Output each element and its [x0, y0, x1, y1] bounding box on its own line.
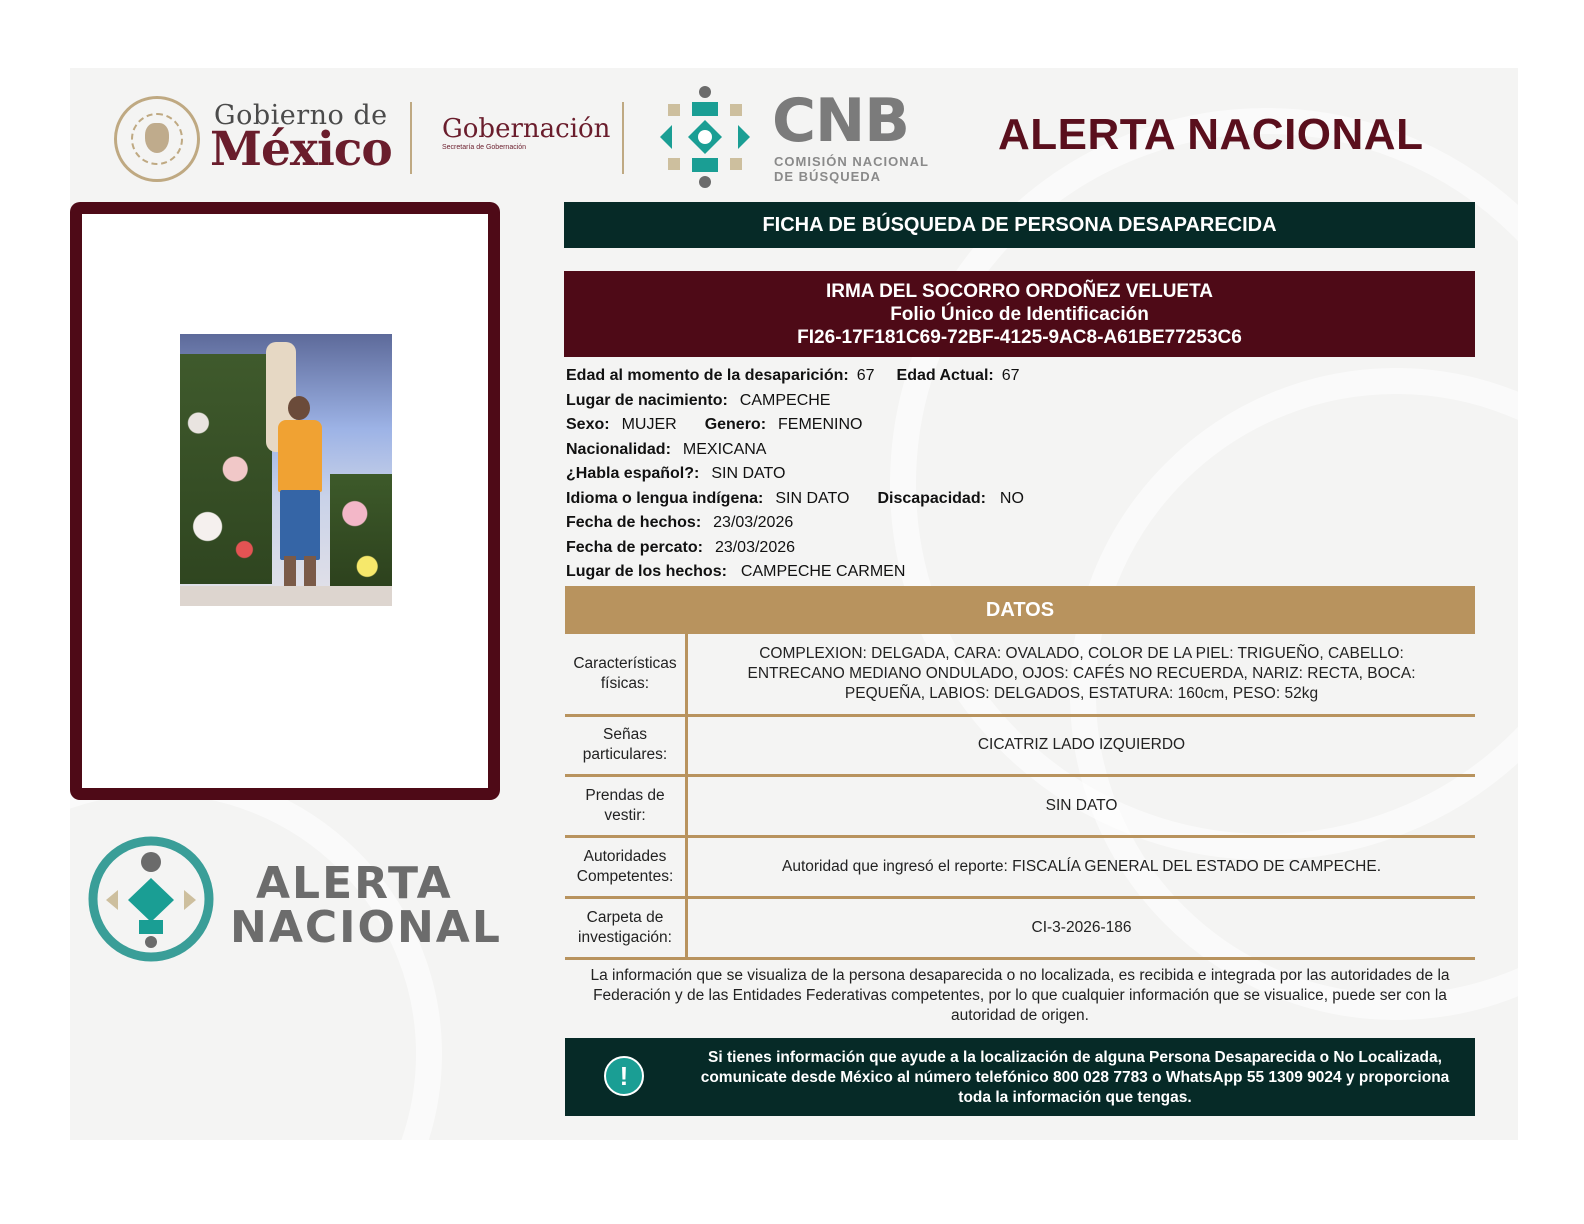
photo-frame: [70, 202, 500, 800]
folio-value: FI26-17F181C69-72BF-4125-9AC8-A61BE77253C6: [797, 327, 1242, 348]
fecha-percato-label: Fecha de percato:: [566, 538, 703, 556]
alerta-nacional-logo-text: [230, 858, 502, 953]
gobierno-text: Gobierno de: [214, 100, 388, 131]
espanol-label: ¿Habla español?:: [566, 465, 700, 482]
ficha-sheet: [70, 68, 1518, 1140]
row-value: COMPLEXION: DELGADA, CARA: OVALADO, COLOR DE LA PIEL: TRIGUEÑO, CABELLO: ENTRECANO MEDIANO ONDULADO, OJOS: CAFÉS NO RECUERDA, NARIZ: RECTA, BOCA: PEQUEÑA, LABIOS: DELGADOS, ESTATURA: 160cm, PESO: 52kg: [687, 634, 1476, 715]
row-label: Señas particulares:: [565, 715, 687, 775]
edad-actual-label: Edad Actual:: [896, 367, 994, 384]
lugar-hechos-label: Lugar de los hechos:: [566, 563, 727, 580]
sexo-value: MUJER: [621, 416, 677, 433]
cnb-subtitle: [774, 154, 929, 184]
header-divider: [622, 102, 624, 174]
info-row-fecha-percato: [566, 536, 1476, 561]
mexico-text: México: [210, 122, 392, 177]
header-divider: [410, 102, 412, 174]
fecha-percato-value: 23/03/2026: [714, 538, 796, 556]
cnb-title: CNB: [772, 86, 909, 156]
genero-label: Genero:: [704, 416, 767, 433]
cnb-logo-icon: [650, 82, 760, 192]
row-value: CICATRIZ LADO IZQUIERDO: [687, 715, 1476, 775]
info-row-espanol: [566, 462, 1476, 487]
nacimiento-value: CAMPECHE: [739, 391, 831, 409]
alerta-nacional-title: ALERTA NACIONAL: [998, 110, 1424, 159]
lugar-hechos-value: CAMPECHE CARMEN: [740, 563, 906, 580]
row-label: Carpeta de investigación:: [565, 897, 687, 958]
person-name: IRMA DEL SOCORRO ORDOÑEZ VELUETA: [825, 281, 1214, 302]
folio-label: Folio Único de Identificación: [890, 304, 1149, 325]
table-row: [565, 775, 1475, 836]
contact-callout: [565, 1038, 1475, 1116]
row-label: Características físicas:: [565, 634, 687, 715]
row-value: SIN DATO: [687, 775, 1476, 836]
cnb-subtitle-line2: DE BÚSQUEDA: [774, 169, 882, 184]
row-label: Autoridades Competentes:: [565, 836, 687, 897]
row-value: CI-3-2026-186: [687, 897, 1476, 958]
discapacidad-label: Discapacidad:: [877, 489, 986, 507]
table-row: [565, 715, 1475, 775]
espanol-value: SIN DATO: [711, 465, 786, 482]
discapacidad-value: NO: [999, 489, 1024, 507]
table-row: [565, 634, 1475, 715]
person-identity-bar: [564, 271, 1475, 357]
info-row-sexo: [566, 413, 1476, 438]
gobernacion-subtitle: Secretaría de Gobernación: [442, 144, 527, 151]
info-row-lugar-hechos: [566, 560, 1476, 585]
idioma-value: SIN DATO: [775, 489, 850, 507]
logo-line1: ALERTA: [256, 858, 453, 909]
edad-desap-value: 67: [856, 367, 875, 384]
person-info: [566, 364, 1476, 585]
nacimiento-label: Lugar de nacimiento:: [566, 391, 728, 409]
datos-header: DATOS: [565, 586, 1475, 634]
info-row-nacimiento: [566, 389, 1476, 414]
exclamation-icon: !: [604, 1056, 644, 1096]
alerta-nacional-logo-icon: [86, 834, 216, 964]
edad-desap-label: Edad al momento de la desaparición:: [566, 367, 849, 384]
mexico-seal-icon: [114, 96, 200, 182]
row-label: Prendas de vestir:: [565, 775, 687, 836]
gobernacion-text: Gobernación: [442, 114, 611, 144]
person-photo: [180, 334, 392, 606]
nacionalidad-label: Nacionalidad:: [566, 440, 671, 458]
info-row-edad: [566, 364, 1476, 389]
table-row: [565, 897, 1475, 958]
fecha-hechos-value: 23/03/2026: [713, 514, 794, 531]
logo-line2: NACIONAL: [230, 902, 502, 953]
sexo-label: Sexo:: [566, 416, 610, 433]
info-row-idioma: [566, 487, 1476, 512]
header: [70, 68, 1518, 198]
row-value: Autoridad que ingresó el reporte: FISCALÍA GENERAL DEL ESTADO DE CAMPECHE.: [687, 836, 1476, 897]
fecha-hechos-label: Fecha de hechos:: [566, 514, 702, 531]
genero-value: FEMENINO: [778, 416, 863, 433]
edad-actual-value: 67: [1001, 367, 1020, 384]
idioma-label: Idioma o lengua indígena:: [566, 489, 764, 507]
info-row-nacionalidad: [566, 438, 1476, 463]
disclaimer-text: La información que se visualiza de la persona desaparecida o no localizada, es recibida e integrada por las autoridades de la Federación y de las Entidades Federativas competentes, por lo que cualquier información que se visualice, puede ser con la autoridad de origen.: [590, 967, 1450, 1024]
nacionalidad-value: MEXICANA: [682, 440, 767, 458]
info-row-fecha-hechos: [566, 511, 1476, 536]
contact-message: Si tienes información que ayude a la localización de alguna Persona Desaparecida o No Localizada, comunicate desde México al número telefónico 800 028 7783 o WhatsApp 55 1309 9024 y proporciona toda la información que tengas.: [700, 1049, 1450, 1106]
datos-table: [565, 634, 1475, 960]
table-row: [565, 836, 1475, 897]
ficha-title-bar: FICHA DE BÚSQUEDA DE PERSONA DESAPARECIDA: [564, 202, 1475, 248]
cnb-subtitle-line1: COMISIÓN NACIONAL: [774, 154, 929, 169]
